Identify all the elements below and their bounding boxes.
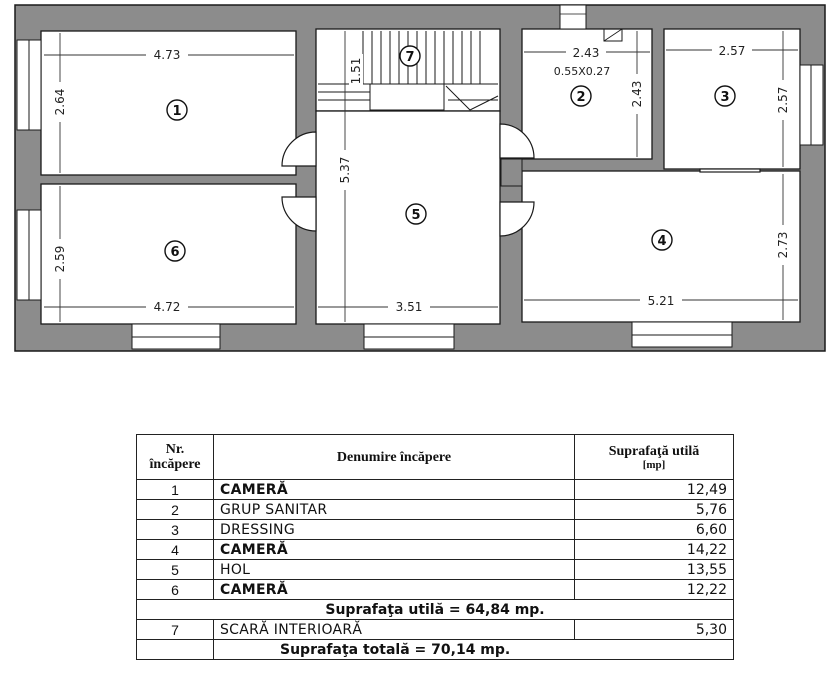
dim-shaft: 0.55X0.27 bbox=[553, 65, 611, 78]
dim-r1-height: 2.64 bbox=[53, 88, 67, 116]
dim-hall-width: 3.51 bbox=[395, 300, 423, 314]
header-nr-line2: încăpere bbox=[149, 457, 201, 472]
room-area-table bbox=[136, 434, 734, 660]
table-row bbox=[137, 620, 734, 640]
table-row bbox=[137, 520, 734, 540]
room-label-2: 2 bbox=[576, 90, 586, 105]
dim-r1-width: 4.73 bbox=[153, 48, 181, 62]
row-name: CAMERĂ bbox=[214, 580, 575, 600]
row-name: CAMERĂ bbox=[214, 480, 575, 500]
header-nr-line1: Nr. bbox=[165, 442, 185, 457]
dim-r4-width: 5.21 bbox=[647, 294, 675, 308]
row-nr: 5 bbox=[137, 560, 214, 580]
dim-r6-width: 4.72 bbox=[153, 300, 181, 314]
room-label-7: 7 bbox=[405, 50, 415, 65]
row-name: HOL bbox=[214, 560, 575, 580]
dim-r3-width: 2.57 bbox=[718, 44, 746, 58]
table-row bbox=[137, 500, 734, 520]
row-name: SCARĂ INTERIOARĂ bbox=[214, 620, 575, 640]
summary-useful: Suprafaţa utilă = 64,84 mp. bbox=[137, 600, 734, 620]
dim-r6-height: 2.59 bbox=[53, 245, 67, 273]
room-label-6: 6 bbox=[170, 245, 180, 260]
row-area: 14,22 bbox=[575, 540, 734, 560]
row-nr: 7 bbox=[137, 620, 214, 640]
row-name: CAMERĂ bbox=[214, 540, 575, 560]
row-area: 12,49 bbox=[575, 480, 734, 500]
header-area-line1: Suprafaţă utilă bbox=[608, 443, 700, 459]
row-area: 12,22 bbox=[575, 580, 734, 600]
dim-r3-height: 2.57 bbox=[776, 86, 790, 114]
table-header-row bbox=[137, 435, 734, 480]
row-name: DRESSING bbox=[214, 520, 575, 540]
header-nr bbox=[137, 435, 214, 480]
row-nr: 4 bbox=[137, 540, 214, 560]
header-name: Denumire încăpere bbox=[214, 435, 575, 480]
table-row bbox=[137, 580, 734, 600]
row-area: 5,30 bbox=[575, 620, 734, 640]
room-label-3: 3 bbox=[720, 90, 730, 105]
table-row bbox=[137, 480, 734, 500]
summary-total-row bbox=[137, 640, 734, 660]
row-area: 5,76 bbox=[575, 500, 734, 520]
header-area bbox=[575, 435, 734, 480]
row-name: GRUP SANITAR bbox=[214, 500, 575, 520]
table-row bbox=[137, 560, 734, 580]
dim-hall-height: 5.37 bbox=[338, 156, 352, 184]
header-area-unit: [mp] bbox=[642, 458, 666, 471]
dim-stair-height: 1.51 bbox=[349, 57, 363, 85]
summary-total: Suprafaţa totală = 70,14 mp. bbox=[214, 640, 734, 660]
row-nr: 6 bbox=[137, 580, 214, 600]
dim-r2-height: 2.43 bbox=[630, 80, 644, 108]
table-row bbox=[137, 540, 734, 560]
room-label-1: 1 bbox=[172, 104, 182, 119]
summary-total-empty bbox=[137, 640, 214, 660]
row-nr: 3 bbox=[137, 520, 214, 540]
row-nr: 1 bbox=[137, 480, 214, 500]
row-area: 6,60 bbox=[575, 520, 734, 540]
room-label-5: 5 bbox=[411, 208, 421, 223]
row-nr: 2 bbox=[137, 500, 214, 520]
summary-useful-row bbox=[137, 600, 734, 620]
row-area: 13,55 bbox=[575, 560, 734, 580]
room-label-4: 4 bbox=[657, 234, 667, 249]
dim-r2-width: 2.43 bbox=[572, 46, 600, 60]
dim-r4-height: 2.73 bbox=[776, 231, 790, 259]
